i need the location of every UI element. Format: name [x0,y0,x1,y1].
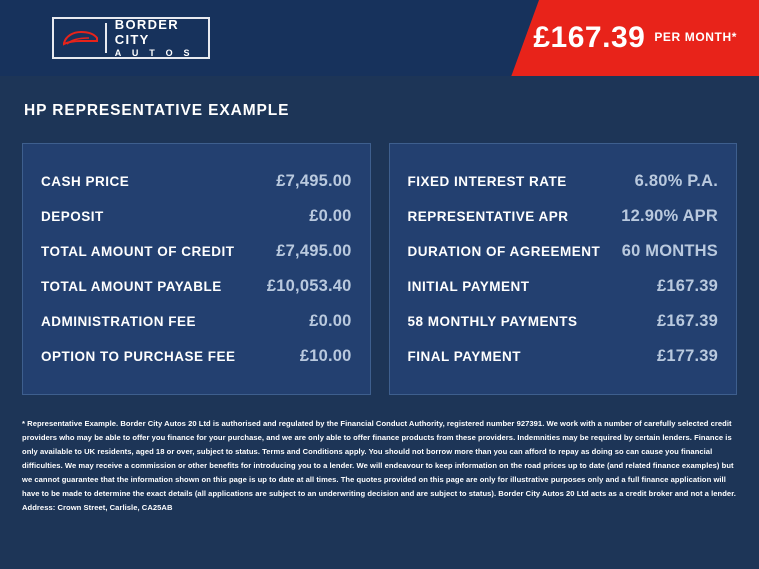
finance-panels [0,120,759,395]
row-value: £7,495.00 [276,172,352,190]
row-label: FINAL PAYMENT [407,349,522,364]
row-value: £7,495.00 [276,242,352,260]
row-value: 12.90% APR [621,207,718,225]
row-label: REPRESENTATIVE APR [407,209,569,224]
logo-divider [105,23,107,53]
row-label: OPTION TO PURCHASE FEE [41,349,236,364]
table-row [41,164,352,199]
table-row [41,269,352,304]
car-icon [61,25,99,51]
table-row [408,234,719,269]
row-value: £167.39 [656,277,718,295]
left-details-panel [22,143,371,395]
row-label: FIXED INTEREST RATE [407,174,567,189]
row-label: CASH PRICE [41,174,130,189]
table-row [408,339,719,374]
logo-line-2: A U T O S [114,47,194,58]
row-label: DURATION OF AGREEMENT [407,244,601,259]
monthly-price-amount: £167.39 [533,21,646,54]
logo[interactable] [52,17,210,59]
row-value: £167.39 [656,312,718,330]
row-value: £0.00 [309,312,352,330]
row-value: 6.80% P.A. [634,172,718,190]
row-value: £177.39 [656,347,718,365]
row-label: 58 MONTHLY PAYMENTS [407,314,578,329]
disclaimer-text: * Representative Example. Border City Autos 20 Ltd is authorised and regulated by the Financial Conduct Authority, registered number 927391. We work with a number of carefully selected credit providers who may be able to offer you finance for your purchase, and we are only able to offer finance products from these providers. Indemnities may be required by certain lenders. Finance is only available to UK residents, aged 18 or over, subject to status. Terms and Conditions apply. You should not borrow more than you can afford to repay as doing so can cause you financial difficulties. We may receive a commission or other benefits for introducing you to a lender. We will endeavour to keep information on the road prices up to date (and related finance examples) but we cannot guarantee that the information shown on this page is up to date at all times. The quotes provided on this page are only for illustrative purposes only and a full finance application will have to be made to determine the exact details (all applications are subject to an underwriting decision and are subject to status). Border City Autos 20 Ltd acts as a credit broker and not a lender. Address: Crown Street, Carlisle, CA25AB [22,419,736,513]
row-value: 60 MONTHS [621,242,718,260]
footer [0,395,759,515]
table-row [41,339,352,374]
table-row [408,199,719,234]
table-row [41,304,352,339]
table-row [408,304,719,339]
row-value: £0.00 [309,207,352,225]
row-label: DEPOSIT [41,209,104,224]
row-label: TOTAL AMOUNT PAYABLE [41,279,222,294]
row-value: £10,053.40 [266,277,352,295]
row-value: £10.00 [299,347,352,365]
table-row [41,234,352,269]
row-label: INITIAL PAYMENT [407,279,530,294]
right-details-panel [389,143,738,395]
page-title: HP REPRESENTATIVE EXAMPLE [24,102,290,119]
logo-text [115,18,208,57]
page-header [0,0,759,76]
row-label: TOTAL AMOUNT OF CREDIT [41,244,235,259]
table-row [41,199,352,234]
price-banner [469,0,759,76]
logo-line-1: BORDER CITY [114,17,179,47]
table-row [408,164,719,199]
row-label: ADMINISTRATION FEE [41,314,196,329]
table-row [408,269,719,304]
monthly-price-suffix: PER MONTH* [654,30,737,44]
